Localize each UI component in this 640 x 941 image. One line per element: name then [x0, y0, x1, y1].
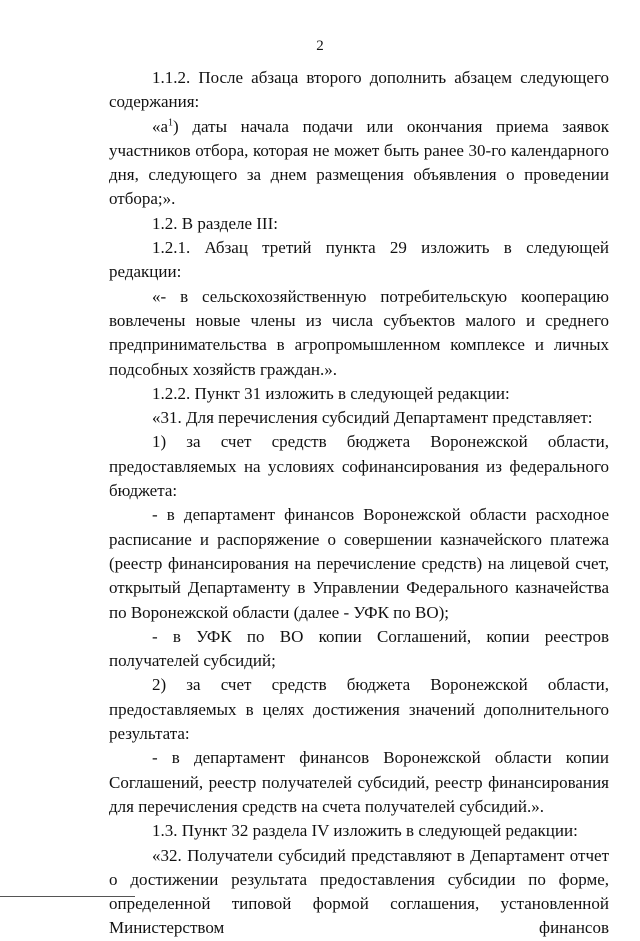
document-body [109, 66, 609, 941]
paragraph-a1-prefix: «а [152, 116, 169, 136]
page-number: 2 [316, 38, 324, 54]
paragraph-1-2-1: 1.2.1. Абзац третий пункта 29 изложить в следующей редакции: [109, 238, 609, 282]
paragraph-1-3: 1.3. Пункт 32 раздела IV изложить в следующей редакции: [152, 821, 578, 841]
paragraph-cooperative-quote: «- в сельскохозяйственную потребительскую кооперацию вовлечены новые члены из числа субъектов малого и среднего предпринимательства в агропромышленном комплексе и личных подсобных хозяйств граждан.». [109, 286, 609, 379]
paragraph-1-2-2: 1.2.2. Пункт 31 изложить в следующей редакции: [152, 383, 510, 403]
paragraph-a1-quote [109, 115, 609, 212]
paragraph-1-1-2: 1.1.2. После абзаца второго дополнить абзацем следующего содержания: [109, 68, 609, 112]
paragraph-a1-superscript: 1 [168, 116, 174, 128]
footer-rule [0, 896, 135, 897]
paragraph-31: «31. Для перечисления субсидий Департамент представляет: [152, 408, 593, 428]
paragraph-item-2: 2) за счет средств бюджета Воронежской области, предоставляемых в целях достижения значений дополнительного результата: [109, 675, 609, 744]
paragraph-item-1: 1) за счет средств бюджета Воронежской области, предоставляемых на условиях софинансирования из федерального бюджета: [109, 432, 609, 501]
paragraph-ufk: - в УФК по ВО копии Соглашений, копии реестров получателей субсидий; [109, 626, 609, 671]
paragraph-1-2: 1.2. В разделе III: [152, 213, 278, 233]
paragraph-a1-text: ) даты начала подачи или окончания приема заявок участников отбора, которая не может быть ранее 30-го календарного дня, следующего за днем размещения объявления о проведении отбора;». [109, 116, 609, 209]
paragraph-finance-copies: - в департамент финансов Воронежской области копии Соглашений, реестр получателей субсидий, реестр финансирования для перечисления средств на счета получателей субсидий.». [109, 748, 609, 816]
paragraph-finance-department: - в департамент финансов Воронежской области расходное расписание и распоряжение о совершении казначейского платежа (реестр финансирования на перечисление средств) на лицевой счет, открытый Департаменту в Управлении Федерального казначейства по Воронежской области (далее - УФК по ВО); [109, 505, 609, 622]
paragraph-32: «32. Получатели субсидий представляют в Департамент отчет о достижении результата предоставления субсидии по форме, определенной типовой формой соглашения, установленной Министерством финансов [109, 845, 609, 938]
